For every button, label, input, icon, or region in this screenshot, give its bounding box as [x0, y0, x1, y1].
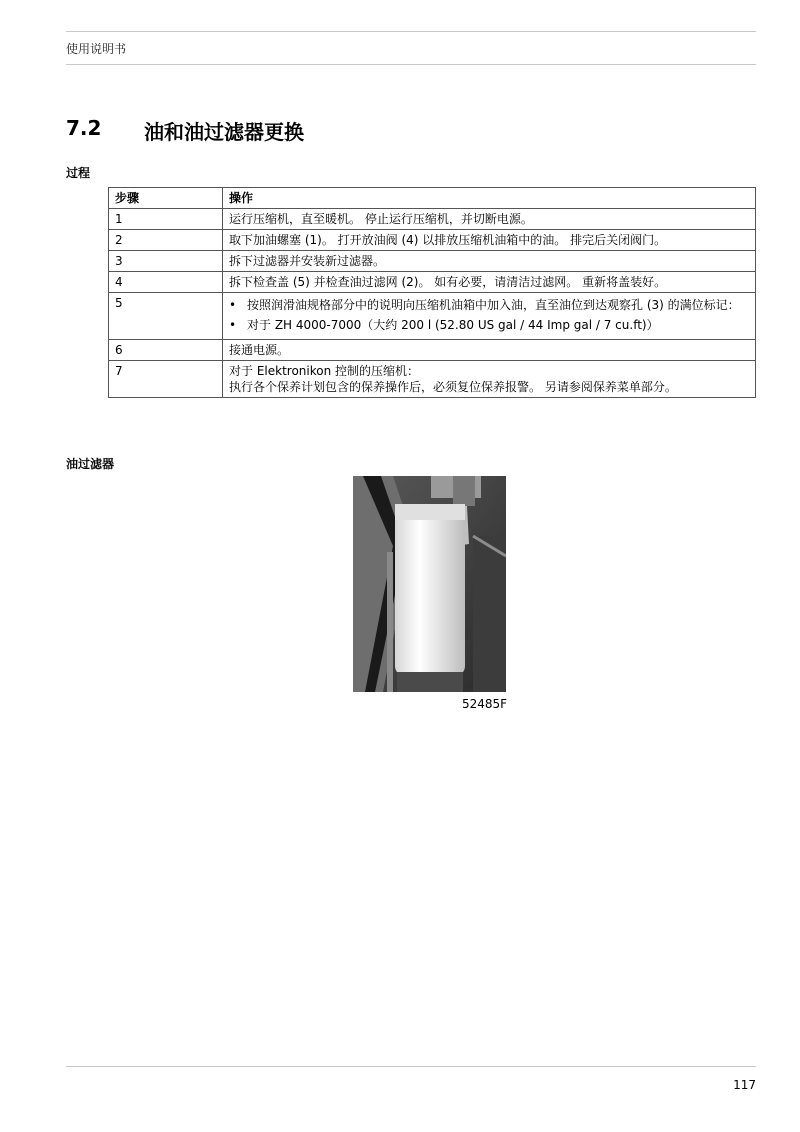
step-number: 4 [109, 272, 223, 293]
step-action [223, 293, 756, 340]
step-number: 1 [109, 209, 223, 230]
bullet-text: 对于 ZH 4000-7000（大约 200 l (52.80 US gal / 44 Imp gal / 7 cu.ft)） [247, 318, 659, 332]
page-number: 117 [733, 1078, 756, 1092]
bullet-dot: • [229, 298, 237, 312]
step-action-line: 执行各个保养计划包含的保养操作后，必须复位保养报警。 另请参阅保养菜单部分。 [229, 380, 677, 394]
table-header-row [109, 188, 756, 209]
procedure-heading: 过程 [66, 166, 91, 180]
table-row [109, 293, 756, 340]
table-row [109, 361, 756, 398]
step-number: 3 [109, 251, 223, 272]
table-row [109, 251, 756, 272]
step-number: 6 [109, 340, 223, 361]
step-action: 取下加油螺塞 (1)。 打开放油阀 (4) 以排放压缩机油箱中的油。 排完后关闭阀门。 [223, 230, 756, 251]
step-action: 接通电源。 [223, 340, 756, 361]
table-row [109, 230, 756, 251]
image-caption: 52485F [462, 697, 508, 711]
table-row [109, 340, 756, 361]
table-row [109, 272, 756, 293]
bullet-text: 按照润滑油规格部分中的说明向压缩机油箱中加入油，直至油位到达观察孔 (3) 的满位标记： [247, 298, 740, 312]
procedure-table [108, 187, 756, 398]
table-row [109, 209, 756, 230]
bullet-item [229, 297, 749, 313]
footer-rule [66, 1066, 756, 1067]
oil-filter-illustration [353, 476, 506, 692]
step-action [223, 361, 756, 398]
section-heading [66, 116, 304, 145]
step-number: 7 [109, 361, 223, 398]
header-bottom-rule [66, 64, 756, 65]
oil-filter-heading: 油过滤器 [66, 457, 115, 471]
column-header-action: 操作 [223, 188, 756, 209]
step-action: 拆下检查盖 (5) 并检查油过滤网 (2)。 如有必要，请清洁过滤网。 重新将盖装好。 [223, 272, 756, 293]
step-action: 拆下过滤器并安装新过滤器。 [223, 251, 756, 272]
step-action: 运行压缩机，直至暖机。 停止运行压缩机，并切断电源。 [223, 209, 756, 230]
column-header-step: 步骤 [109, 188, 223, 209]
bullet-item [229, 317, 749, 333]
section-number: 7.2 [66, 116, 102, 140]
oil-filter-photo [353, 476, 506, 692]
step-action-line: 对于 Elektronikon 控制的压缩机： [229, 364, 420, 378]
document-title: 使用说明书 [66, 42, 127, 56]
section-title: 油和油过滤器更换 [144, 120, 304, 144]
header-top-rule [66, 31, 756, 32]
step-number: 5 [109, 293, 223, 340]
bullet-dot: • [229, 318, 237, 332]
step-number: 2 [109, 230, 223, 251]
